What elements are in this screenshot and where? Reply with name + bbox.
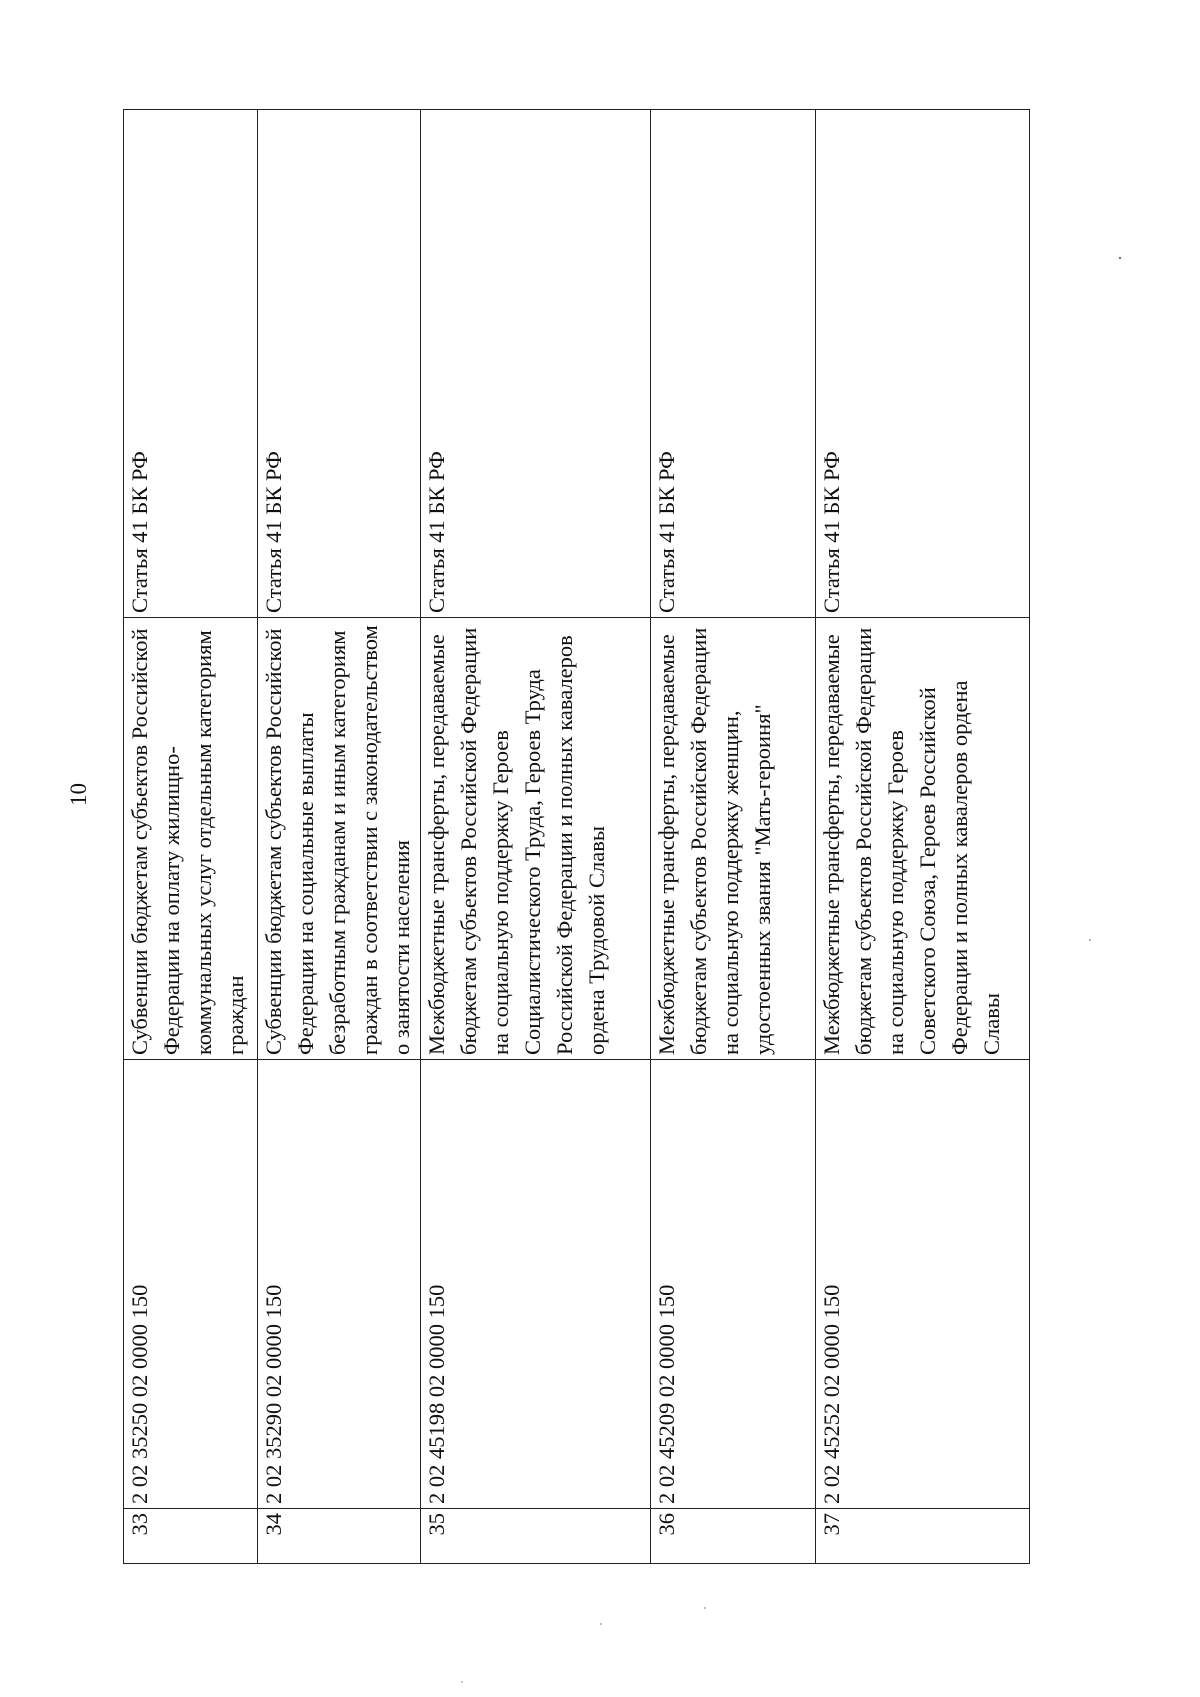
row-number: 34 [258,1509,421,1564]
scan-speck [600,1623,602,1625]
table-row [124,110,258,1564]
income-code: 2 02 45252 02 0000 150 [816,1060,1030,1509]
budget-codes-table [123,109,1030,1564]
rotated-table-container [123,109,1030,1564]
income-name: Межбюджетные трансферты, передаваемые бюджетам субъектов Российской Федерации на социальную поддержку женщин, удостоенных звания "Мать-героиня" [651,618,816,1060]
legal-basis: Статья 41 БК РФ [816,110,1030,618]
income-code: 2 02 35250 02 0000 150 [124,1060,258,1509]
income-name: Субвенции бюджетам субъектов Российской Федерации на оплату жилищно-коммунальных услуг отдельным категориям граждан [124,618,258,1060]
table-row [421,110,651,1564]
scan-speck [1119,257,1121,259]
income-name: Субвенции бюджетам субъектов Российской Федерации на социальные выплаты безработным гражданам и иным категориям граждан в соответствии с законодательством о занятости населения [258,618,421,1060]
income-code: 2 02 45198 02 0000 150 [421,1060,651,1509]
row-number: 33 [124,1509,258,1564]
legal-basis: Статья 41 БК РФ [258,110,421,618]
table-row [816,110,1030,1564]
income-name: Межбюджетные трансферты, передаваемые бюджетам субъектов Российской Федерации на социальную поддержку Героев Советского Союза, Героев Российской Федерации и полных кавалеров ордена Славы [816,618,1030,1060]
income-name: Межбюджетные трансферты, передаваемые бюджетам субъектов Российской Федерации на социальную поддержку Героев Социалистического Труда, Героев Труда Российской Федерации и полных кавалеров ордена Трудовой Славы [421,618,651,1060]
table-row [258,110,421,1564]
row-number: 36 [651,1509,816,1564]
table-row [651,110,816,1564]
legal-basis: Статья 41 БК РФ [421,110,651,618]
row-number: 35 [421,1509,651,1564]
scan-speck [704,1607,706,1609]
income-code: 2 02 45209 02 0000 150 [651,1060,816,1509]
income-code: 2 02 35290 02 0000 150 [258,1060,421,1509]
page-number: 10 [66,783,91,806]
scan-speck [461,1681,463,1683]
legal-basis: Статья 41 БК РФ [124,110,258,618]
row-number: 37 [816,1509,1030,1564]
legal-basis: Статья 41 БК РФ [651,110,816,618]
scan-speck [1089,939,1091,941]
